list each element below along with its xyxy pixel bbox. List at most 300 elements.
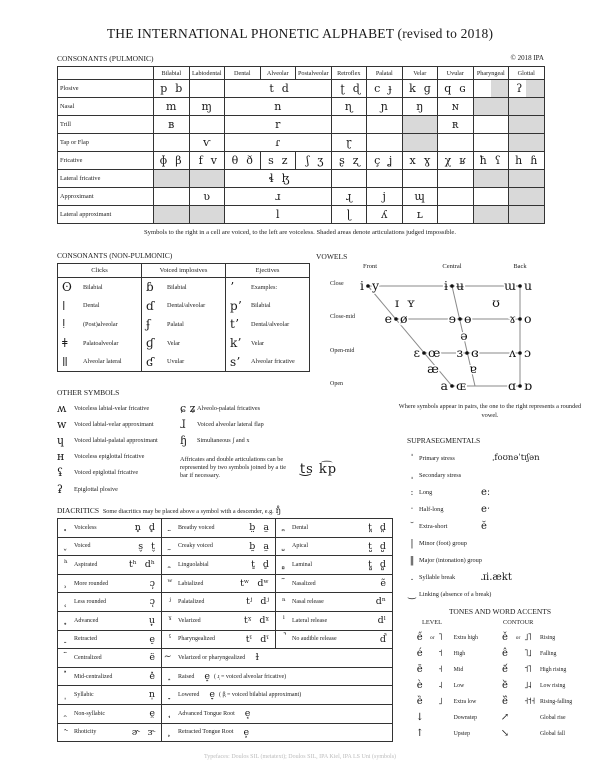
vowel-symbol: ə	[460, 328, 468, 344]
tone-row	[498, 662, 595, 678]
diacritic-mark: ⁿ	[282, 596, 286, 607]
nonpulmonic-item	[58, 334, 141, 353]
ipa-symbol: ʔ	[516, 82, 523, 95]
pulmonic-cell	[154, 134, 190, 152]
suprasegmental-example: ɹi.ækt	[481, 571, 512, 583]
diacritic-cell	[58, 519, 162, 538]
pulmonic-cell	[189, 152, 225, 170]
diacritic-name: Lowered	[178, 692, 200, 699]
voiceless-half	[403, 134, 420, 151]
diacritic-example: t̺ d̺	[368, 540, 386, 552]
diacritic-name: Lateral release	[292, 617, 328, 624]
pulmonic-cell	[154, 116, 190, 134]
pulmonic-section-heading: CONSONANTS (PULMONIC)	[57, 54, 154, 63]
pulmonic-note: Symbols to the right in a cell are voiced, to the left are voiceless. Shaded areas denote articulations judged impossible.	[143, 229, 456, 236]
pulmonic-cell	[402, 152, 438, 170]
pulmonic-row-label: Trill	[58, 116, 154, 134]
ipa-symbol: ʎ	[381, 208, 388, 221]
voiced-half	[420, 134, 437, 151]
diacritic-example: t̼ d̼	[251, 559, 269, 571]
voiceless-half	[190, 206, 207, 223]
diacritic-example: tʲ dʲ	[246, 596, 269, 608]
diacritic-name: Nasal release	[292, 599, 324, 606]
voiceless-half	[367, 170, 384, 187]
voiced-half	[349, 152, 366, 169]
suprasegmental-item	[405, 552, 595, 569]
affricate-examples: t͜s k͡p	[300, 462, 338, 477]
pulmonic-cell	[331, 134, 367, 152]
diacritic-name: Nasalized	[292, 580, 316, 587]
diacritic-example: n̥ d̥	[134, 522, 155, 534]
voiced-half	[455, 188, 472, 205]
ipa-symbol: z	[281, 154, 288, 167]
vowel-symbol: ʏ	[406, 295, 416, 311]
ipa-symbol: ʂ	[339, 154, 345, 167]
ipa-symbol: ⱱ	[203, 136, 211, 149]
voiced-half	[455, 80, 472, 97]
voiced-half	[491, 80, 508, 97]
ipa-symbol: ɠ	[146, 336, 155, 351]
voiced-half	[207, 170, 224, 187]
diacritic-name: Velarized	[178, 617, 201, 624]
diacritic-mark: ̪	[282, 522, 286, 533]
pulmonic-cell	[225, 188, 332, 206]
diacritic-mark: ̥	[64, 522, 68, 533]
item-label: Examples:	[251, 283, 278, 291]
suprasegmental-item	[405, 586, 595, 603]
pulmonic-row	[58, 188, 545, 206]
diacritics-heading-label: DIACRITICS	[57, 506, 100, 515]
tone-example: e᷅	[502, 680, 508, 691]
tone-letter: ˥	[438, 632, 442, 643]
voiced-half	[491, 98, 508, 115]
ipa-symbol: ʈ	[340, 82, 345, 95]
vowel-symbol: ɨ	[444, 278, 448, 294]
pulmonic-cell	[473, 188, 509, 206]
item-label: Simultaneous ʃ and x	[197, 436, 250, 444]
other-symbol-item	[57, 416, 182, 432]
ipa-symbol: d	[281, 82, 289, 95]
voiceless-half	[225, 152, 242, 169]
diacritic-example: ɔ̜	[149, 596, 155, 608]
voiceless-half	[438, 206, 455, 223]
diacritic-cell	[58, 704, 162, 723]
voiced-half	[171, 206, 188, 223]
tone-row	[413, 678, 498, 694]
nonpulmonic-column	[225, 264, 309, 371]
voiced-half	[349, 116, 366, 133]
pulmonic-column-header: Uvular	[438, 67, 474, 80]
pulmonic-cell	[331, 116, 367, 134]
item-label: Voiceless labial-velar fricative	[74, 404, 150, 412]
tone-example: e᷄	[502, 664, 508, 675]
tone-letter: ˧˦˧	[524, 696, 535, 707]
voiced-half	[171, 170, 188, 187]
item-label: Voiced alveolar lateral flap	[197, 420, 264, 428]
voiced-half	[207, 152, 224, 169]
pulmonic-cell	[438, 170, 474, 188]
other-symbol-item	[180, 416, 305, 432]
diacritic-mark: ʷ	[167, 578, 173, 589]
voiceless-half	[474, 152, 491, 169]
voiced-half	[491, 188, 508, 205]
pulmonic-cell	[473, 206, 509, 224]
suprasegmental-mark: ˈ	[410, 452, 414, 464]
voiced-half	[384, 134, 401, 151]
pulmonic-cell	[438, 80, 474, 98]
nonpulmonic-item	[142, 315, 225, 334]
voiceless-half	[438, 80, 455, 97]
nonpulmonic-item	[226, 297, 309, 316]
diacritic-example: tʰ dʰ	[128, 559, 155, 571]
pulmonic-row-label: Approximant	[58, 188, 154, 206]
pulmonic-cell	[189, 134, 225, 152]
tone-label: Rising-falling	[540, 699, 573, 705]
item-label: Dental	[83, 302, 100, 310]
vowel-symbol: ɔ	[524, 345, 532, 361]
ipa-symbol: sʼ	[230, 354, 240, 369]
diacritic-example: e̙	[243, 726, 250, 738]
diacritic-mark: ̝	[168, 671, 172, 682]
voiceless-half	[474, 98, 491, 115]
pulmonic-cell	[509, 170, 545, 188]
copyright-notice: © 2018 IPA	[510, 54, 544, 62]
voiceless-half	[474, 134, 491, 151]
voiced-half	[420, 116, 437, 133]
tone-example: ↗	[500, 712, 510, 723]
diacritic-mark: ̠	[64, 633, 68, 644]
diacritic-mark: ̯	[64, 708, 68, 719]
tone-row	[413, 630, 498, 646]
voiced-half	[526, 80, 543, 97]
voiced-half	[491, 116, 508, 133]
pulmonic-column-header: Postalveolar	[296, 67, 332, 80]
diacritic-cell	[58, 556, 162, 575]
tone-example: ē	[416, 664, 423, 675]
vowel-symbol: œ	[428, 345, 441, 361]
item-label: Alveolar fricative	[251, 358, 295, 366]
tone-row	[498, 710, 595, 726]
diacritic-cell	[58, 574, 162, 593]
diacritics-row	[58, 630, 393, 649]
ipa-symbol: v	[210, 154, 217, 167]
tone-label: Rising	[540, 635, 556, 641]
pulmonic-column-header: Dental	[225, 67, 261, 80]
vowels-section-heading: VOWELS	[316, 252, 348, 261]
ipa-symbol: ɸ	[159, 154, 168, 167]
ipa-symbol: h	[515, 154, 523, 167]
diacritic-example: b̤ a̤	[249, 522, 269, 534]
ipa-symbol: ɓ	[146, 280, 154, 295]
voiceless-half	[261, 152, 278, 169]
ipa-symbol: ɧ	[180, 433, 188, 447]
ipa-symbol: χ	[444, 154, 452, 167]
voiceless-half	[190, 170, 207, 187]
diacritic-cell	[276, 556, 393, 575]
pulmonic-cell	[225, 170, 332, 188]
voiceless-half	[332, 80, 349, 97]
ipa-symbol: r	[275, 118, 281, 131]
pulmonic-cell	[402, 170, 438, 188]
pulmonic-cell	[189, 170, 225, 188]
pulmonic-column-header: Labiodental	[189, 67, 225, 80]
pulmonic-cell	[473, 152, 509, 170]
item-label: Uvular	[167, 358, 185, 366]
tones-contour-header: CONTOUR	[503, 619, 534, 626]
ipa-symbol: w	[57, 417, 67, 431]
voiced-half	[526, 98, 543, 115]
diacritic-example: ɚ ɝ	[131, 726, 155, 738]
diacritic-mark: ̟	[64, 615, 68, 626]
item-label: Velar	[251, 339, 265, 347]
diacritic-mark: ̚	[282, 633, 286, 644]
suprasegmentals-example-word: ˌfoʊnəˈtɪʃən	[492, 453, 540, 463]
pulmonic-row	[58, 152, 545, 170]
ipa-symbol: pʼ	[230, 298, 242, 313]
diacritic-cell	[276, 593, 393, 612]
tone-or: or	[515, 635, 521, 641]
ipa-symbol: ʡ	[57, 482, 63, 496]
voiced-half	[384, 170, 401, 187]
pulmonic-cell	[367, 98, 403, 116]
diacritic-mark: ̽	[64, 671, 68, 682]
diacritic-cell	[162, 649, 393, 668]
ipa-symbol: c	[374, 82, 381, 95]
vowel-symbol: ɑ	[507, 378, 516, 394]
diacritics-table	[57, 518, 393, 742]
item-label: Voiceless epiglottal fricative	[74, 453, 145, 461]
pulmonic-cell	[331, 80, 367, 98]
voiceless-half	[367, 134, 384, 151]
diacritic-cell	[58, 667, 162, 686]
diacritic-example: e̯	[149, 707, 155, 719]
voiced-half	[242, 152, 259, 169]
tone-example: ↓	[415, 712, 424, 723]
pulmonic-column-header: Pharyngeal	[473, 67, 509, 80]
tones-heading: TONES AND WORD ACCENTS	[448, 607, 552, 616]
pulmonic-column-header: Retroflex	[331, 67, 367, 80]
pulmonic-cell	[473, 170, 509, 188]
ipa-symbol: n	[274, 100, 282, 113]
vowel-symbol: o	[524, 311, 532, 327]
nonpulmonic-item	[142, 352, 225, 371]
nonpulmonic-item	[226, 352, 309, 371]
diacritic-example: tˠ dˠ	[243, 615, 269, 627]
diacritic-example: e̠	[149, 633, 155, 645]
voiceless-half	[154, 206, 171, 223]
suprasegmental-mark: ˑ	[410, 503, 414, 515]
ipa-symbol: ǀ	[62, 298, 66, 313]
vowel-row-label: Close	[330, 281, 344, 287]
pulmonic-cell	[509, 116, 545, 134]
diacritic-example: b̰ a̰	[249, 540, 269, 552]
voiceless-half	[403, 170, 420, 187]
diacritic-name: Voiced	[74, 543, 91, 550]
ipa-symbol: ǃ	[62, 317, 66, 332]
voiceless-half	[474, 206, 491, 223]
voiceless-half	[332, 170, 349, 187]
diacritic-cell	[162, 519, 276, 538]
voiced-half	[526, 170, 543, 187]
pulmonic-cell	[438, 188, 474, 206]
suprasegmental-item	[405, 518, 595, 535]
suprasegmental-example: ĕ	[481, 520, 487, 532]
tone-letter: ˦˥	[524, 664, 531, 675]
voiced-half	[349, 170, 366, 187]
vowel-symbol: ɜ	[456, 345, 463, 361]
pulmonic-cell	[473, 98, 509, 116]
voiceless-half	[154, 80, 171, 97]
diacritics-row	[58, 519, 393, 538]
voiced-half	[491, 170, 508, 187]
ipa-symbol: ʟ	[416, 208, 423, 221]
voiced-half	[384, 80, 401, 97]
item-label: Voiced epiglottal fricative	[74, 469, 139, 477]
ipa-symbol: ʝ	[388, 154, 393, 167]
diacritic-name: Rhoticity	[74, 729, 97, 736]
vowel-row-label: Close-mid	[330, 314, 355, 320]
vowel-symbol: ɘ	[448, 311, 456, 327]
item-label: Voiced labial-palatal approximant	[74, 436, 158, 444]
pulmonic-cell	[296, 152, 332, 170]
diacritic-example: d̚	[379, 633, 386, 645]
vowel-symbol: y	[372, 278, 380, 294]
item-label: Half-long	[419, 506, 444, 513]
tone-row	[413, 646, 498, 662]
nonpulmonic-item	[142, 297, 225, 316]
item-label: Voiced labial-velar approximant	[74, 420, 154, 428]
nonpulmonic-item	[58, 352, 141, 371]
diacritic-example: tʷ dʷ	[239, 577, 269, 589]
diacritic-mark: ̼	[168, 559, 172, 570]
tone-example: e᷈	[502, 696, 508, 707]
diacritics-row	[58, 704, 393, 723]
voiced-half	[349, 80, 366, 97]
suprasegmental-mark: |	[410, 537, 414, 549]
diacritic-mark: ˤ	[168, 633, 172, 644]
diacritic-example: e̞	[209, 689, 215, 701]
ipa-symbol: p	[160, 82, 168, 95]
voiceless-half	[438, 188, 455, 205]
ipa-symbol: ʕ	[494, 154, 501, 167]
suprasegmental-example: eˑ	[481, 503, 491, 515]
other-symbol-item	[57, 481, 182, 497]
pulmonic-cell	[509, 206, 545, 224]
tone-or: or	[430, 635, 435, 641]
vowel-symbol: ɤ	[508, 311, 516, 327]
ipa-symbol: ɰ	[414, 190, 425, 203]
pulmonic-cell	[402, 116, 438, 134]
diacritic-name: Centralized	[74, 654, 102, 661]
voiced-half	[420, 152, 437, 169]
voiceless-half	[474, 116, 491, 133]
item-label: Alveolo-palatal fricatives	[197, 404, 261, 412]
vowel-dot	[518, 317, 522, 321]
diacritic-mark: ̬	[64, 540, 68, 551]
voiced-half	[207, 206, 224, 223]
voiceless-half	[509, 134, 526, 151]
item-label: Minor (foot) group	[419, 540, 467, 547]
ipa-symbol: m	[166, 100, 177, 113]
suprasegmentals-list	[405, 450, 595, 603]
pulmonic-cell	[154, 152, 190, 170]
diacritics-row	[58, 574, 393, 593]
vowel-symbol: u	[524, 278, 533, 294]
voiceless-half	[190, 80, 207, 97]
voiced-half	[526, 152, 543, 169]
voiceless-half	[332, 152, 349, 169]
pulmonic-cell	[225, 98, 332, 116]
typeface-footer: Typefaces: Doulos SIL (metatext); Doulos SIL, IPA Kiel, IPA LS Uni (symbols)	[203, 754, 397, 760]
voiceless-half	[438, 152, 455, 169]
diacritics-row	[58, 667, 393, 686]
diacritic-mark: ̩	[64, 689, 68, 700]
item-label: Velar	[167, 339, 181, 347]
pulmonic-cell	[509, 80, 545, 98]
diacritic-mark: ̃	[282, 578, 286, 589]
voiced-half	[526, 206, 543, 223]
diacritics-row	[58, 537, 393, 556]
vowel-dot	[422, 351, 426, 355]
pulmonic-cell	[331, 206, 367, 224]
ipa-symbol: ǁ	[62, 354, 68, 369]
ipa-symbol: ʢ	[57, 466, 63, 480]
ipa-symbol: ɕ ʑ	[180, 401, 196, 415]
ipa-symbol: ʀ	[452, 118, 459, 131]
pulmonic-consonants-table	[57, 66, 545, 224]
ipa-symbol: ɢ	[459, 82, 466, 95]
diacritic-cell	[58, 611, 162, 630]
nonpulmonic-item	[226, 334, 309, 353]
ipa-symbol: ɺ	[180, 417, 186, 431]
diacritic-cell	[276, 611, 393, 630]
diacritic-cell	[162, 593, 276, 612]
item-label: Major (intonation) group	[419, 557, 482, 564]
page-title: THE INTERNATIONAL PHONETIC ALPHABET (revised to 2018)	[106, 26, 494, 41]
pulmonic-cell	[367, 170, 403, 188]
diacritic-mark: ̞	[168, 689, 172, 700]
tone-row	[498, 694, 595, 710]
diacritic-cell	[58, 537, 162, 556]
diacritic-note: ( β̞ = voiced bilabial approximant)	[218, 692, 302, 699]
pulmonic-cell	[438, 98, 474, 116]
pulmonic-cell	[402, 80, 438, 98]
suprasegmental-item	[405, 484, 595, 501]
voiceless-half	[154, 170, 171, 187]
diacritic-name: No audible release	[292, 636, 337, 643]
suprasegmentals-heading: SUPRASEGMENTALS	[407, 436, 481, 445]
voiceless-half	[438, 134, 455, 151]
voiceless-half	[367, 152, 384, 169]
suprasegmental-mark: ‖	[409, 554, 415, 566]
diacritics-heading	[57, 506, 281, 516]
voiced-half	[491, 134, 508, 151]
vowel-dot	[465, 351, 469, 355]
pulmonic-cell	[473, 134, 509, 152]
voiceless-half	[403, 80, 420, 97]
ipa-symbol: k	[409, 82, 416, 95]
vowel-symbol: ɯ	[504, 278, 516, 294]
diacritic-note: ( ɹ̝ = voiced alveolar fricative)	[213, 673, 287, 680]
ipa-symbol: ʁ	[459, 154, 466, 167]
ipa-symbol: ɴ	[451, 100, 459, 113]
voiceless-half	[296, 152, 313, 169]
ipa-symbol: ɭ	[346, 208, 351, 221]
diacritics-row	[58, 649, 393, 668]
voiceless-half	[403, 116, 420, 133]
diacritics-heading-note: Some diacritics may be placed above a symbol with a descender, e.g.	[102, 508, 274, 515]
tone-label: Extra high	[453, 635, 478, 641]
